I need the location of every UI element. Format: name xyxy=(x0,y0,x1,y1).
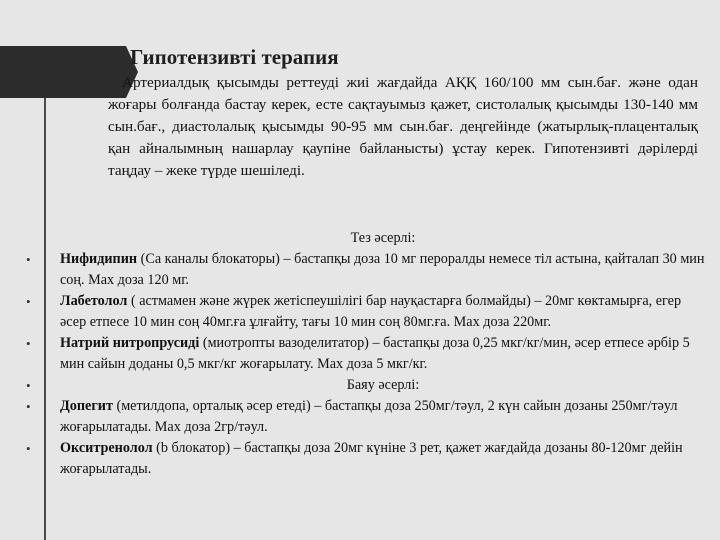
list-item xyxy=(26,249,706,291)
list-item xyxy=(26,333,706,375)
drug-name: Натрий нитропрусиді xyxy=(60,335,200,351)
fast-heading: Тез әсерлі: xyxy=(350,230,416,246)
slow-heading: Баяу әсерлі: xyxy=(346,377,420,393)
bullet-icon: • xyxy=(26,336,31,351)
list-item-fast-heading xyxy=(26,228,706,249)
drug-name: Лабетолол xyxy=(60,293,128,309)
drug-name: Допегит xyxy=(60,398,113,414)
drug-description: (Са каналы блокаторы) – бастапқы доза 10 мг пероралды немесе тіл астына, қайталап 30 мин соң. Max доза 120 мг. xyxy=(60,251,705,288)
list-item xyxy=(26,291,706,333)
drug-description: (метилдопа, орталық әсер етеді) – бастапқы доза 250мг/тәул, 2 күн сайын дозаны 250мг/тәул жоғарылатады. Max доза 2гр/тәул. xyxy=(60,398,678,435)
bullet-icon: • xyxy=(26,378,31,393)
intro-paragraph: Артериалдық қысымды реттеуді жиі жағдайда АҚҚ 160/100 мм сын.бағ. және одан жоғары болғанда бастау керек, есте сақтауымыз қажет, систолалық қысымды 130-140 мм сын.бағ., диастолалық қысымды 90-95 мм сын.бағ. деңгейінде (жатырлық-плаценталық қан айналымның нашарлау қаупіне байланысты) ұстау керек. Гипотензивті дәрілерді таңдау – жеке түрде шешіледі. xyxy=(108,74,698,179)
bullet-icon: • xyxy=(26,441,31,456)
list-item xyxy=(26,396,706,438)
drug-description: (миотропты вазоделитатор) – бастапқы доза 0,25 мкг/кг/мин, әсер етпесе әрбір 5 мин сайын доданы 0,5 мкг/кг жоғарылату. Max доза 5 мкг/кг. xyxy=(60,335,690,372)
list-item xyxy=(26,438,706,480)
drug-name: Окситренолол xyxy=(60,440,153,456)
list-item-slow-heading xyxy=(26,375,706,396)
slide-title: Гипотензивті терапия xyxy=(130,45,339,69)
bullet-icon: • xyxy=(26,252,31,267)
bullet-icon: • xyxy=(26,399,31,414)
drug-description: ( астмамен және жүрек жетіспеушілігі бар науқастарға болмайды) – 20мг көктамырға, егер әсер етпесе 10 мин соң 40мг.ға ұлғайту, тағы 10 мин соң 80мг.ға. Max доза 220мг. xyxy=(60,293,682,330)
drug-name: Нифидипин xyxy=(60,251,138,267)
bullet-icon: • xyxy=(26,294,31,309)
drug-list xyxy=(26,228,706,480)
drug-description: (b блокатор) – бастапқы доза 20мг күніне 3 рет, қажет жағдайда дозаны 80-120мг дейін жоғарылатады. xyxy=(60,440,683,477)
